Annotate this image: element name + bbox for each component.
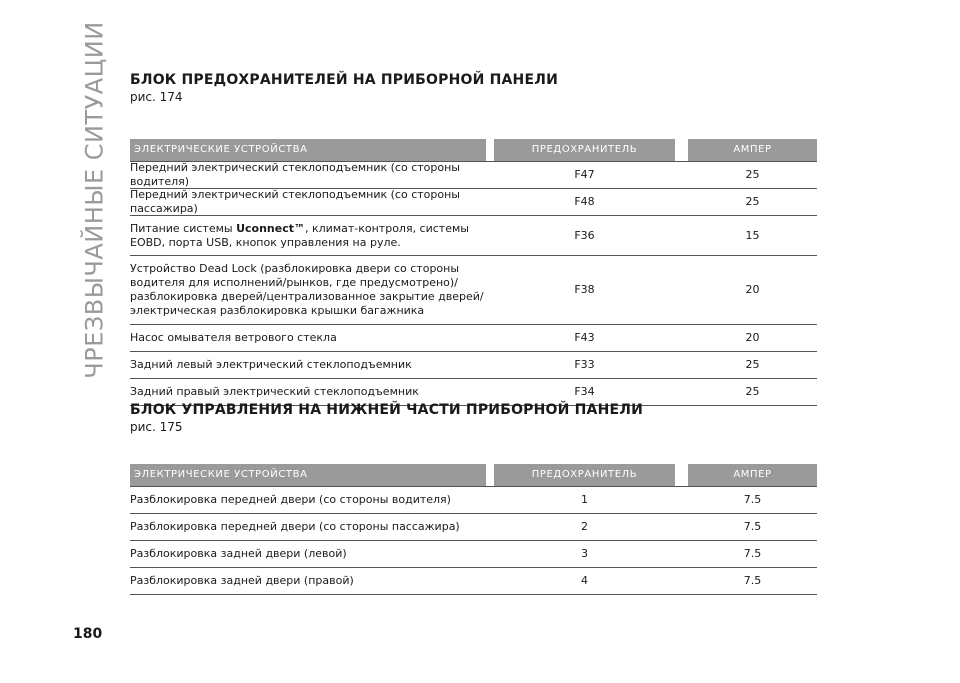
side-chapter-title <box>80 21 110 379</box>
fuse-box-section <box>130 72 817 406</box>
header-devices: ЭЛЕКТРИЧЕСКИЕ УСТРОЙСТВА <box>130 139 486 161</box>
device-cell: Задний правый электрический стеклоподъемник <box>130 385 419 398</box>
header-devices: ЭЛЕКТРИЧЕСКИЕ УСТРОЙСТВА <box>130 464 486 486</box>
amp-cell: 25 <box>745 385 760 398</box>
table-row <box>130 352 817 379</box>
device-text-post: , климат-контроля, системы EOBD, порта USB, кнопок управления на руле. <box>130 221 469 249</box>
section-title: БЛОК ПРЕДОХРАНИТЕЛЕЙ НА ПРИБОРНОЙ ПАНЕЛИ <box>130 72 558 88</box>
figure-reference: рис. 174 <box>130 90 183 104</box>
device-cell: Разблокировка задней двери (левой) <box>130 547 347 560</box>
amp-cell: 7.5 <box>743 547 762 560</box>
amp-cell: 7.5 <box>743 493 762 506</box>
fuse-cell: 2 <box>581 520 588 533</box>
table-row <box>130 216 817 256</box>
amp-cell: 25 <box>745 358 760 371</box>
fuse-cell: 1 <box>581 493 588 506</box>
amp-cell: 25 <box>745 168 760 181</box>
table-header <box>130 464 817 487</box>
device-cell: Передний электрический стеклоподъемник (со стороны пассажира) <box>130 188 460 215</box>
device-cell: Разблокировка передней двери (со стороны пассажира) <box>130 520 460 533</box>
amp-cell: 20 <box>745 331 760 344</box>
device-text-pre: Питание системы <box>130 221 237 235</box>
table-row <box>130 325 817 352</box>
device-cell: Передний электрический стеклоподъемник (со стороны водителя) <box>130 161 460 188</box>
fuse-cell: 3 <box>581 547 588 560</box>
device-cell: Разблокировка передней двери (со стороны водителя) <box>130 493 451 506</box>
amp-cell: 7.5 <box>743 574 762 587</box>
fuse-table <box>130 464 817 595</box>
side-chapter-title-text: ЧРЕЗВЫЧАЙНЫЕ СИТУАЦИИ <box>81 21 110 379</box>
amp-cell: 7.5 <box>743 520 762 533</box>
header-fuse: ПРЕДОХРАНИТЕЛЬ <box>494 139 675 161</box>
table-row <box>130 568 817 595</box>
amp-cell: 25 <box>745 195 760 208</box>
fuse-cell: F48 <box>574 195 595 208</box>
fuse-cell: F38 <box>574 283 595 296</box>
header-amp: АМПЕР <box>688 464 817 486</box>
header-amp: АМПЕР <box>688 139 817 161</box>
fuse-cell: 4 <box>581 574 588 587</box>
page-number: 180 <box>73 626 103 642</box>
fuse-cell: F47 <box>574 168 595 181</box>
device-cell: Устройство Dead Lock (разблокировка двери со стороны водителя для исполнений/рынков, где предусмотрено)/разблокировка дверей/централизованное закрытие дверей/электрическая разблокировка крышки багажника <box>130 262 484 317</box>
fuse-cell: F34 <box>574 385 595 398</box>
amp-cell: 20 <box>745 283 760 296</box>
device-text-brand: Uconnect™ <box>236 221 305 235</box>
device-cell: Насос омывателя ветрового стекла <box>130 331 337 344</box>
fuse-cell: F43 <box>574 331 595 344</box>
amp-cell: 15 <box>745 228 760 242</box>
table-row <box>130 514 817 541</box>
table-row <box>130 541 817 568</box>
device-cell: Разблокировка задней двери (правой) <box>130 574 354 587</box>
control-unit-section <box>130 402 817 595</box>
table-row <box>130 189 817 216</box>
fuse-cell: F36 <box>574 228 595 242</box>
fuse-table <box>130 139 817 406</box>
fuse-cell: F33 <box>574 358 595 371</box>
header-fuse: ПРЕДОХРАНИТЕЛЬ <box>494 464 675 486</box>
device-cell <box>130 216 494 256</box>
table-row <box>130 487 817 514</box>
section-title: БЛОК УПРАВЛЕНИЯ НА НИЖНЕЙ ЧАСТИ ПРИБОРНОЙ ПАНЕЛИ <box>130 402 644 418</box>
figure-reference: рис. 175 <box>130 420 183 434</box>
device-cell: Задний левый электрический стеклоподъемник <box>130 358 412 371</box>
table-row <box>130 256 817 325</box>
